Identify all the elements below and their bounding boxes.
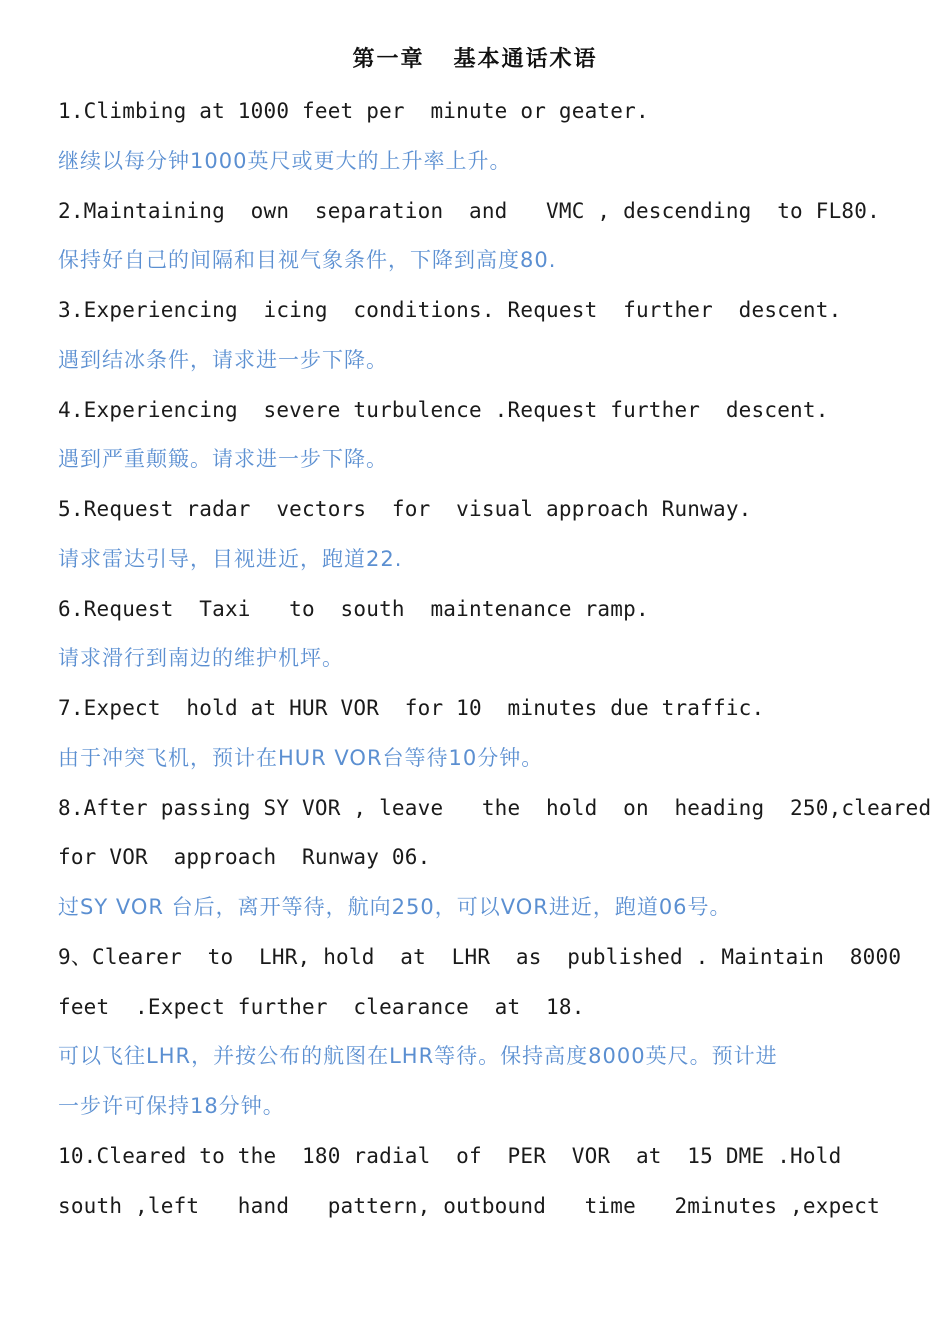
phrase-9-english-line-2: feet .Expect further clearance at 18.	[58, 995, 585, 1019]
phrase-5-english: 5.Request radar vectors for visual approach Runway.	[58, 497, 752, 521]
phrase-9-chinese-line-1: 可以飞往LHR，并按公布的航图在LHR等待。保持高度8000英尺。预计进	[58, 1044, 778, 1068]
phrase-10-english-line-1: 10.Cleared to the 180 radial of PER VOR at 15 DME .Hold	[58, 1144, 842, 1168]
phrase-6-english: 6.Request Taxi to south maintenance ramp.	[58, 597, 649, 621]
phrase-3-chinese: 遇到结冰条件，请求进一步下降。	[58, 348, 388, 372]
phrase-8-english-line-2: for VOR approach Runway 06.	[58, 845, 431, 869]
phrase-2-chinese: 保持好自己的间隔和目视气象条件，下降到高度80.	[58, 248, 557, 272]
phrase-7-english: 7.Expect hold at HUR VOR for 10 minutes due traffic.	[58, 696, 765, 720]
phrase-1-english: 1.Climbing at 1000 feet per minute or geater.	[58, 99, 649, 123]
phrase-7-chinese: 由于冲突飞机，预计在HUR VOR台等待10分钟。	[58, 746, 544, 770]
phrase-8-english-line-1: 8.After passing SY VOR , leave the hold on heading 250,cleared	[58, 796, 932, 820]
phrase-2-english: 2.Maintaining own separation and VMC , descending to FL80.	[58, 199, 880, 223]
phrase-5-chinese: 请求雷达引导，目视进近，跑道22.	[58, 547, 403, 571]
phrase-1-chinese: 继续以每分钟1000英尺或更大的上升率上升。	[58, 149, 512, 173]
phrase-3-english: 3.Experiencing icing conditions. Request further descent.	[58, 298, 842, 322]
phrase-4-chinese: 遇到严重颠簸。请求进一步下降。	[58, 447, 388, 471]
chapter-title: 第一章 基本通话术语	[352, 46, 598, 72]
phrase-10-english-line-2: south ,left hand pattern, outbound time 2minutes ,expect	[58, 1194, 880, 1218]
phrase-4-english: 4.Experiencing severe turbulence .Request further descent.	[58, 398, 829, 422]
phrase-9-chinese-line-2: 一步许可保持18分钟。	[58, 1094, 285, 1118]
phrase-9-english-line-1: 9、Clearer to LHR, hold at LHR as published . Maintain 8000	[58, 945, 902, 969]
phrase-6-chinese: 请求滑行到南边的维护机坪。	[58, 646, 344, 670]
phrase-8-chinese: 过SY VOR 台后，离开等待，航向250，可以VOR进近，跑道06号。	[58, 895, 732, 919]
